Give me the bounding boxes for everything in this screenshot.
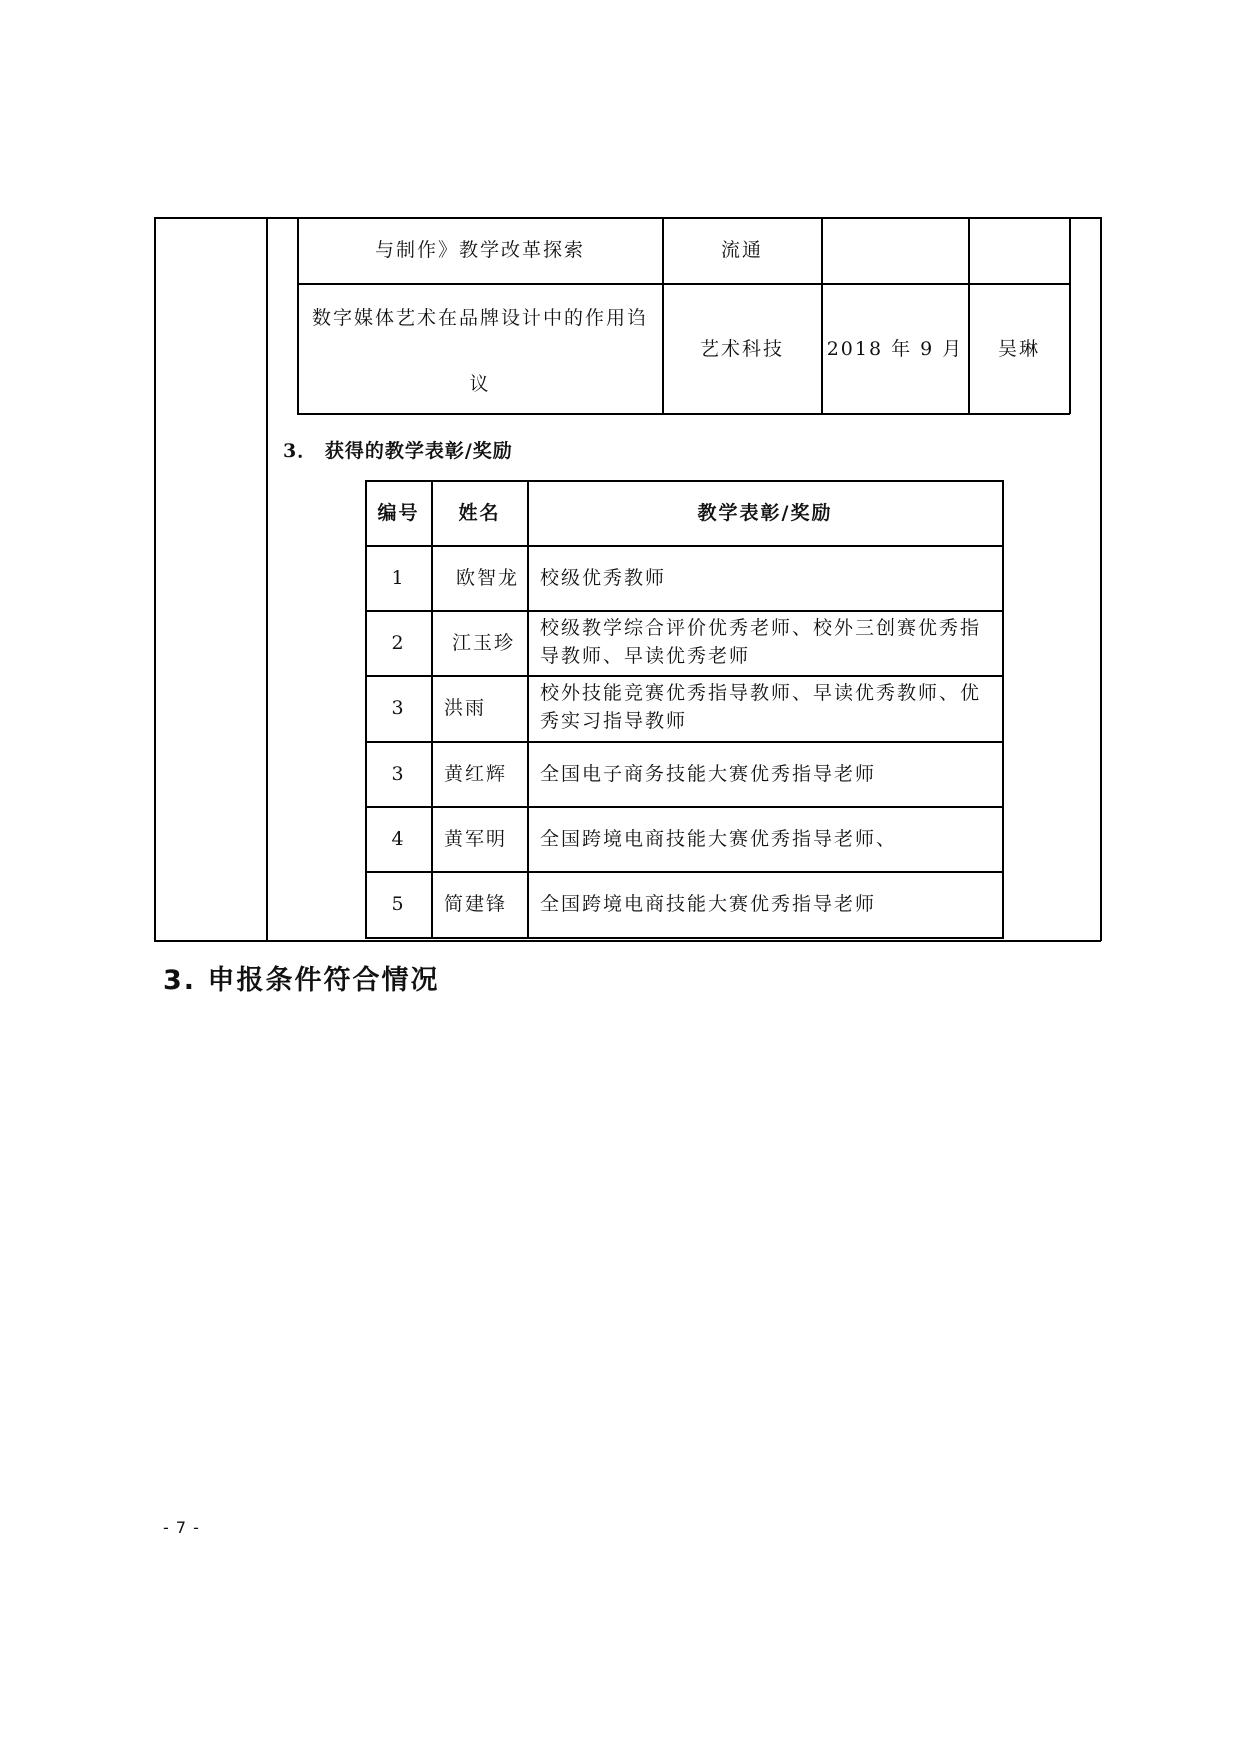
awards-header-name: 姓名 <box>458 501 501 524</box>
pub-row-1-title: 与制作》教学改革探索 <box>374 239 585 262</box>
awards-row-3-award-line2: 秀实习指导教师 <box>540 709 688 732</box>
awards-row-2-award-line1: 校级教学综合评价优秀老师、校外三创赛优秀指 <box>540 617 982 639</box>
awards-row-5-name: 黄军明 <box>444 827 508 850</box>
outer-border-left <box>154 217 156 941</box>
pub-row-2-date: 2018 年 9 月 <box>826 337 964 360</box>
outer-column-divider <box>266 217 268 941</box>
pub-row-1-author <box>969 218 1069 283</box>
page-number: - 7 - <box>163 1518 200 1537</box>
awards-row-5-id: 4 <box>391 827 406 850</box>
awards-row-3-award-line1: 校外技能竞赛优秀指导教师、早读优秀教师、优 <box>540 682 982 704</box>
awards-row-1-id: 1 <box>391 566 406 589</box>
awards-row-6-award: 全国跨境电商技能大赛优秀指导老师 <box>540 893 877 916</box>
awards-row-3-award <box>528 676 1002 741</box>
awards-row-6-id: 5 <box>391 893 406 916</box>
section-heading: 3. 申报条件符合情况 <box>163 965 440 996</box>
awards-row-6-name: 简建锋 <box>444 893 508 916</box>
pub-row-1-date <box>822 218 968 283</box>
awards-header-id: 编号 <box>377 501 420 524</box>
awards-row-4-id: 3 <box>391 762 406 785</box>
awards-row-4-name: 黄红辉 <box>444 762 508 785</box>
pub-row-2-journal: 艺术科技 <box>699 337 784 360</box>
awards-row-3-id: 3 <box>391 697 406 720</box>
awards-row-1-name: 欧智龙 <box>455 566 519 589</box>
pub-row-2-title-line2: 议 <box>469 373 491 395</box>
awards-row-1-award: 校级优秀教师 <box>540 566 667 589</box>
outer-border-right <box>1100 217 1102 941</box>
awards-section-title: 3． 获得的教学表彰/奖励 <box>283 440 513 462</box>
pub-row-1-journal: 流通 <box>720 239 763 262</box>
awards-row-4-award: 全国电子商务技能大赛优秀指导老师 <box>540 762 877 785</box>
pub-row-2-title-line1: 数字媒体艺术在品牌设计中的作用诌 <box>311 307 648 329</box>
awards-row-2-id: 2 <box>391 631 406 654</box>
awards-header-award: 教学表彰/奖励 <box>697 501 833 524</box>
pub-row-2-title <box>298 285 662 413</box>
awards-row-2-award-line2: 导教师、早读优秀老师 <box>540 644 751 667</box>
pub-row-2-author: 吴琳 <box>997 337 1040 360</box>
outer-border-bottom <box>154 940 1101 942</box>
awards-row-5-award: 全国跨境电商技能大赛优秀指导老师、 <box>540 827 898 850</box>
awards-row-2-name: 江玉珍 <box>451 631 515 654</box>
awards-row-3-name: 洪雨 <box>444 697 487 720</box>
awards-row-2-award <box>528 611 1002 675</box>
